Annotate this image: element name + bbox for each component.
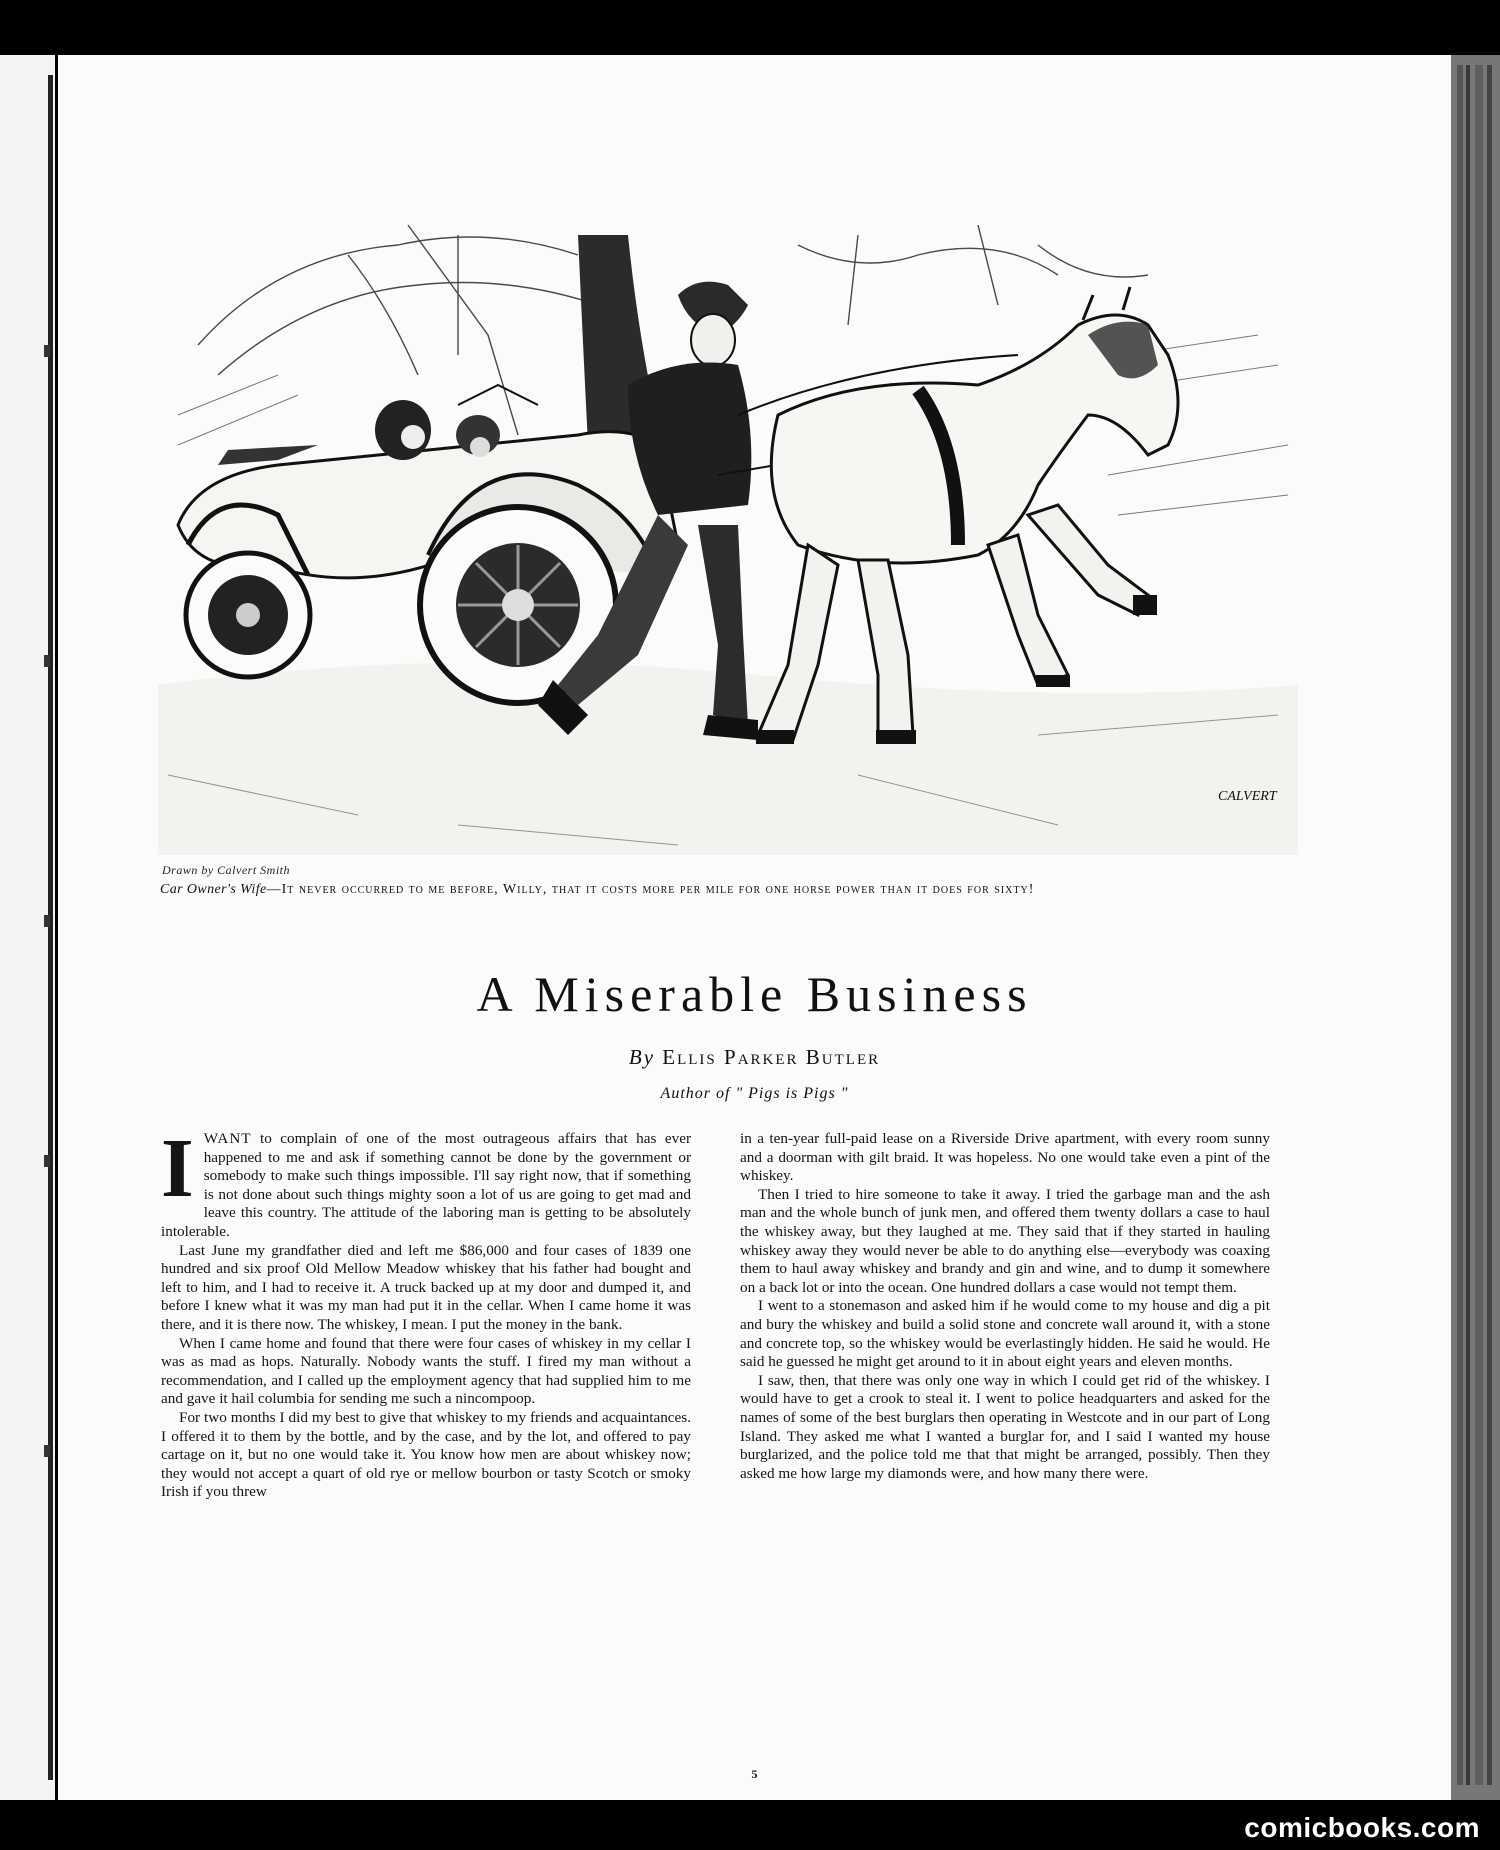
paragraph-2: Last June my grandfather died and left me $86,000 and four cases of 1839 one hundred and six proof Old Mellow Meadow whiskey that his father had bought and left to him, and I had to receive it. A truck backed up at my door and dumped it, and before I knew what it was my man had put it in the cellar. When I came home it was there, and it is there now. The whiskey, I mean. I put the money in the bank.	[161, 1241, 691, 1333]
drop-cap: I	[161, 1122, 194, 1215]
artist-signature: CALVERT	[1218, 789, 1277, 804]
car-and-horse-drawing	[158, 215, 1298, 855]
byline-by: By	[628, 1045, 656, 1069]
paragraph-5: in a ten-year full-paid lease on a Riverside Drive apartment, with every room sunny and a doorman with gilt braid. It was hopeless. No one would take even a pint of the whiskey.	[740, 1130, 1270, 1185]
article-title: A Miserable Business	[476, 966, 1033, 1022]
left-column	[161, 1122, 691, 1502]
paragraph-4: For two months I did my best to give that whiskey to my friends and acquaintances. I offered it to them by the bottle, and by the case, and by the lot, and offered to pay cartage on it, but no one would take it. You know how men are about whiskey now; they would not accept a quart of old rye or mellow bourbon or tasty Scotch or smoky Irish if you threw	[161, 1408, 691, 1501]
binding-edge	[1451, 55, 1500, 1800]
right-column	[740, 1130, 1270, 1483]
paragraph-7: I went to a stonemason and asked him if he would come to my house and dig a pit and bury the whiskey and build a solid stone and concrete wall around it, with a stone and concrete top, so the whiskey would be everlastingly hidden. He said he would. He said he guessed he might get around to it in about eight years and eleven months.	[740, 1297, 1270, 1371]
byline	[58, 1045, 1451, 1070]
site-watermark: comicbooks.com	[1244, 1812, 1480, 1843]
caption-text: —It never occurred to me before, Willy, that it costs more per mile for one horse power than it does for sixty!	[266, 882, 1035, 897]
paragraph-8: I saw, then, that there was only one way in which I could get rid of the whiskey. I would have to get a crook to steal it. I went to police headquarters and asked for the names of some of the best burglars then operating in Westcote and in our part of Long Island. They asked me what I wanted a burglar for, and I said I wanted my house burglarized, and the police told me that that might be arranged, possibly. Then they asked me how large my diamonds were, and how many there were.	[740, 1371, 1270, 1482]
author-name: Ellis Parker Butler	[662, 1045, 881, 1069]
illustration	[158, 215, 1298, 855]
left-page-edge	[0, 55, 55, 1800]
magazine-page	[58, 55, 1451, 1800]
paragraph-1: IWANT to complain of one of the most outrageous affairs that has ever happened to me and ask if something cannot be done by the government or somebody to make such things impossible. I'll say right now, that if something is not done about such things mighty soon a lot of us are going to get mad and leave this country. The attitude of the laboring man is getting to be absolutely intolerable.	[161, 1122, 691, 1240]
paragraph-3: When I came home and found that there were four cases of whiskey in my cellar I was as mad as hops. Naturally. Nobody wants the stuff. I fired my man without a recommendation, and I called up the employment agency that had supplied him to me and gave it hail columbia for sending me such a nincompoop.	[161, 1334, 691, 1408]
page-number: 5	[751, 1767, 758, 1781]
author-credit: Author of " Pigs is Pigs "	[660, 1085, 849, 1102]
illustration-caption	[160, 881, 1320, 898]
illustration-credit: Drawn by Calvert Smith	[162, 863, 290, 877]
caption-speaker: Car Owner's Wife	[160, 882, 267, 897]
paragraph-6: Then I tried to hire someone to take it away. I tried the garbage man and the ash man and the whole bunch of junk men, and offered them twenty dollars a case to haul the whiskey away, but they laughed at me. They said that if they started in hauling whiskey away they would never be able to do anything else—everybody was coaxing them to haul away whiskey and brandy and gin and wine, and to dump it somewhere on a back lot or into the ocean. One hundred dollars a case would not tempt them.	[740, 1185, 1270, 1296]
opening-words: WANT	[203, 1130, 252, 1147]
